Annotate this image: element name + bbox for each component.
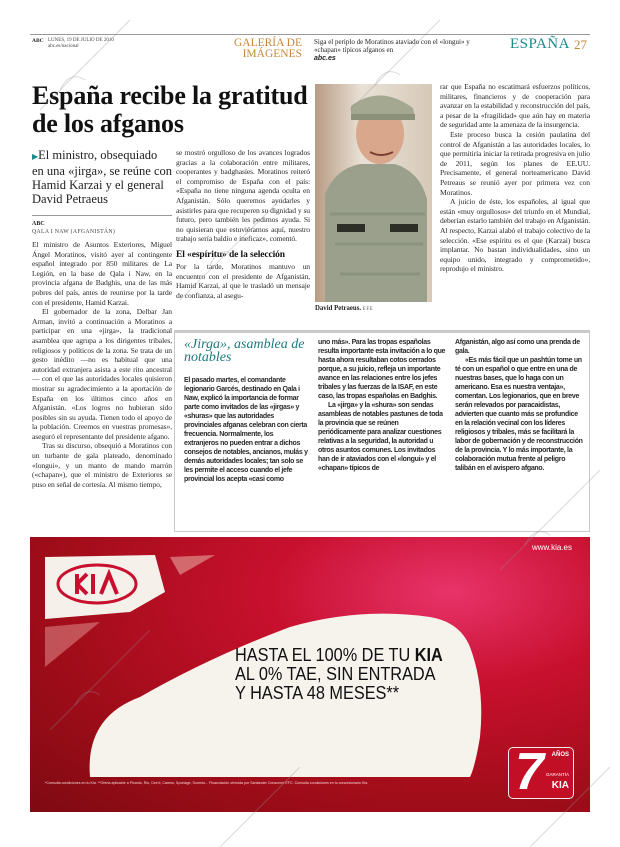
byline: ABC [32, 221, 45, 227]
paragraph: «Es más fácil que un pashtún tome un té con un español o que entre en una de nuestras bases, que lo haga con un americano. Esa es nuestra ventaja», comentan. Los legionarios, que en breve serán relevados por paracaidistas, advierten que cuanto más se profundice en la relación vecinal con los líderes religiosos y tribales, más se facilitará la labor de gobernación y de reconstrucción de la provincia. Y lo más importante, la colaboración mutua frente al peligro talibán en el avispero afgano. [455, 357, 583, 472]
gallery-promo [314, 38, 474, 63]
soldier-illustration [315, 84, 432, 302]
paragraph: A juicio de éste, los españoles, al igual que están «muy orgullosos» del triunfo en el Mundial, deberían estarlo también del trabajo en Afganistán. Al respecto, Karzai alabó el trabajo colectivo de la selección. «Ese espíritu es el que (Karzai) busca implantar. No bastan individualidades, sino un equipo unido, integrado y comprometido», reprodujo el ministro. [440, 197, 590, 274]
paragraph: rar que España no escatimará esfuerzos políticos, militares, financieros y de cooperación para avanzar en la estabilidad y reconstrucción del país, a pesar de la «fragilidad» que aún hay en materia de seguridad ante la amenaza de la insurgencia. [440, 82, 590, 130]
ad-line-3: Y HASTA 48 MESES** [235, 682, 400, 703]
sidebar-column-3 [455, 338, 585, 473]
gallery-text: Siga el periplo de Moratinos ataviado con el «longui» y «chapan» típicos afganos en [314, 38, 470, 54]
photo-caption [315, 305, 373, 312]
left-column [32, 148, 172, 489]
article-column-1 [32, 240, 172, 489]
paragraph: El pasado martes, el comandante legionario Garcés, destinado en Qala i Naw, explicó la importancia de formar parte como invitados de las «jirgas» y «shuras» que las autoridades provinciales afganas celebran con cierta frecuencia. Normalmente, los extranjeros no pueden entrar a dichos consejos de notables, ancianos, mulás y demás autoridades locales; tan solo se les permite el acceso cuando el jefe provincial los acepta «casi como [184, 377, 308, 483]
caption-name: David Petraeus. [315, 305, 362, 312]
ad-line-1-brand: KIA [414, 644, 443, 665]
article-column-2 [176, 148, 310, 300]
ad-fine-print: *Consulta condiciones en tu Kia. **Oferta aplicable a Picanto, Rio, Cee'd, Carens, Sportage, Sorento... Financiación ofrecida por Santander Consumer EFC. Consulta condiciones en tu concesionario Kia. [45, 781, 369, 785]
ad-line-2: AL 0% TAE, SIN ENTRADA [235, 663, 436, 684]
badge-years: AÑOS [551, 752, 569, 758]
gallery-label: GALERÍA DE IMÁGENES [233, 37, 302, 60]
ad-line-1: HASTA EL 100% DE TU [235, 644, 415, 665]
headline: España recibe la gratitud de los afganos [32, 81, 308, 138]
subhead-text: El ministro, obsequiado en una «jirga», se reúne con Hamid Karzai y el general David Petraeus [32, 148, 172, 206]
dateline: QALA I NAW (AFGANISTÁN) [32, 229, 116, 235]
paragraph: se mostró orgulloso de los avances logrados gracias a la colaboración entre militares, cooperantes y badghasíes. Moratinos reiteró el compromiso de España con el país: «España no tiene ninguna agenda oculta en Afganistán. Sólo queremos ayudarles y asistirles para que recuperen su dignidad y su futuro, pero también les pedimos ayuda. Si no quisieran que estuviéramos aquí, nuestro trabajo sería baldío e ineficaz», comentó. [176, 148, 310, 244]
petraeus-photo [315, 84, 432, 302]
date-text: LUNES, 19 DE JULIO DE 2010 [48, 38, 114, 43]
sidebar-column-2 [318, 338, 446, 473]
paragraph: Tras su discurso, obsequió a Moratinos con un turbante de gala plateado, denominado «longui», y un manto de mando marrón («chapan»), que el ministro de Exteriores se puso en señal de cortesía. Al mismo tiempo, [32, 441, 172, 489]
gallery-link[interactable]: abc.es [314, 55, 336, 62]
badge-label: GARANTÍA [545, 772, 569, 777]
warranty-badge [508, 743, 574, 801]
paragraph: El gobernador de la zona, Delbar Jan Arman, invitó a continuación a Moratinos a participar en una «jirga», la tradicional asamblea que agrupa a los dirigentes tribales, religiosos y políticos de la zona. Se trata de un gesto inédito —no es habitual que una autoridad extranjera asista a este rito ancestral— con el que las autoridades locales quisieron mostrar su agradecimiento a la aportación de España en los últimos cinco años en Afganistán. «Los logros no hubieran sido posibles sin su ayuda. Tienen todo el apoyo de la población. Creemos en vuestras promesas», aseguró el representante del presidente afgano. [32, 307, 172, 441]
paragraph: uno más». Para las tropas españolas resulta importante esta invitación a lo que hasta ahora resultaban cotos cerrados porque, a su juicio, refleja un importante avance en las relaciones entre los jefes tribales y las fuerzas de la ISAF, en este caso, las tropas españolas en Badghis. [318, 339, 446, 400]
site-text: abc.es/nacional [48, 44, 79, 49]
paragraph: El ministro de Asuntos Exteriores, Miguel Ángel Moratinos, visitó ayer al contingente español integrado por 850 militares de La Legión, en la base de Qala i Naw, en la provincia afgana de Badghis, una de las más pobres del país, antes de reunirse por la tarde con el presidente, Hamid Karzai. [32, 240, 172, 307]
triangle-bullet-icon: ▶ [32, 152, 39, 161]
kia-advertisement[interactable] [30, 537, 590, 812]
ad-headline [235, 645, 443, 702]
issue-date [48, 38, 114, 50]
sidebar-column-1 [184, 376, 309, 484]
divider [32, 215, 172, 216]
header-rule [30, 34, 590, 35]
caption-credit: EFE [362, 307, 374, 312]
paragraph: Afganistán, algo así como una prenda de gala. [455, 339, 580, 355]
sidebar-title: «Jirga», asamblea de notables [184, 337, 305, 365]
section-title: ESPAÑA [510, 36, 570, 52]
kia-logo [55, 562, 140, 607]
badge-number: 7 [515, 743, 544, 801]
paragraph: Este proceso busca la cesión paulatina del control de Afganistán a las autoridades locales, lo que permitiría iniciar la retirada progresiva en julio de 2011, según los planes de EE.UU. Precisamente, el general norteamericano David Petreaus se reunió ayer por primera vez con Moratinos. [440, 129, 590, 197]
paragraph: La «jirga» y la «shura» son sendas asambleas de notables pastunes de toda la provincia que se reúnen periódicamente para analizar cuestiones relativas a la seguridad, la autoridad u otros asuntos comunes. Los invitados han de ir ataviados con el «longui» y el «chapan» típicos de [318, 402, 443, 472]
badge-brand: KIA [551, 780, 569, 791]
article-column-4 [440, 82, 590, 274]
paper-name: ABC [32, 38, 44, 44]
section-subtitle: El «espíritu» de la selección [176, 249, 285, 260]
kia-url[interactable]: www.kia.es [531, 543, 572, 552]
subheadline [32, 148, 172, 206]
paragraph: Por la tarde, Moratinos mantuvo un encuentro con el presidente de Afganistán, Hamid Karzai, al que le trasladó un mensaje de confianza, al asegu- [176, 261, 310, 300]
page-number: 27 [574, 37, 587, 52]
